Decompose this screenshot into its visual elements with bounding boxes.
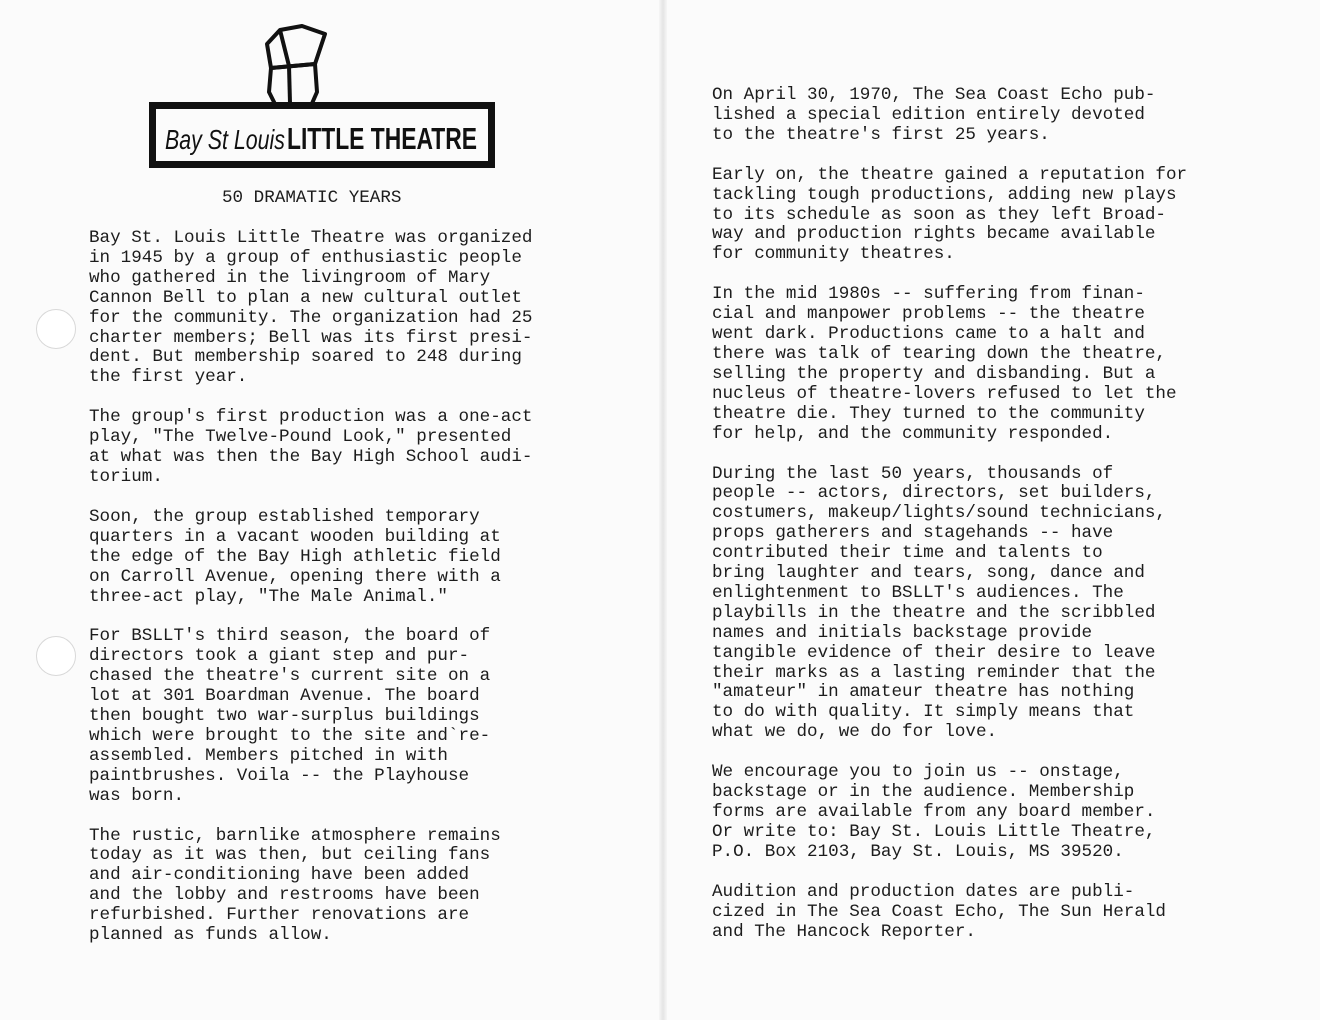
text-line: directors took a giant step and pur- (89, 646, 470, 667)
paragraph-gap (712, 445, 1187, 465)
text-line: tackling tough productions, adding new plays (712, 184, 1177, 205)
text-line: which were brought to the site and`re- (89, 725, 491, 746)
text-line: at what was then the Bay High School audi- (89, 447, 533, 468)
paragraph-gap (712, 863, 1187, 883)
text-line: theatre die. They turned to the community (712, 403, 1145, 424)
text-line: today as it was then, but ceiling fans (89, 845, 491, 866)
text-line: and the lobby and restrooms have been (89, 885, 480, 906)
text-line: the edge of the Bay High athletic field (89, 546, 501, 567)
text-line: tangible evidence of their desire to leave (712, 642, 1156, 663)
text-line: On April 30, 1970, The Sea Coast Echo pub- (712, 85, 1156, 105)
text-line: for the community. The organization had 25 (89, 307, 533, 328)
text-line: people -- actors, directors, set builders, (712, 483, 1156, 504)
text-line: to its schedule as soon as they left Broad- (712, 204, 1166, 225)
paragraph-gap (89, 607, 532, 627)
text-line: cized in The Sea Coast Echo, The Sun Herald (712, 901, 1166, 922)
text-line: backstage or in the audience. Membership (712, 782, 1135, 803)
page-fold (659, 0, 667, 1020)
text-line: In the mid 1980s -- suffering from finan- (712, 284, 1145, 305)
text-line: lished a special edition entirely devoted (712, 104, 1145, 125)
paragraph-gap (712, 146, 1187, 166)
text-line: Cannon Bell to plan a new cultural outlet (89, 287, 522, 308)
text-line: to do with quality. It simply means that (712, 702, 1135, 723)
text-line: Soon, the group established temporary (89, 506, 480, 527)
paragraph-gap (712, 265, 1187, 285)
punch-hole-upper (36, 309, 76, 349)
paragraph (89, 408, 532, 488)
page-heading: 50 DRAMATIC YEARS (222, 188, 402, 208)
text-line: cial and manpower problems -- the theatre (712, 304, 1145, 325)
text-line: and air-conditioning have been added (89, 865, 470, 886)
text-line: dent. But membership soared to 248 during (89, 347, 522, 368)
paragraph-gap (89, 388, 532, 408)
paragraph-gap (89, 488, 532, 508)
text-line: Early on, the theatre gained a reputation for (712, 164, 1188, 185)
text-line: assembled. Members pitched in with (89, 745, 448, 766)
text-line: play, "The Twelve-Pound Look," presented (89, 427, 512, 448)
text-line: Bay St. Louis Little Theatre was organized (89, 228, 533, 248)
paragraph (712, 883, 1187, 943)
text-line: there was talk of tearing down the theatre, (712, 343, 1166, 364)
text-line: "amateur" in amateur theatre has nothing (712, 682, 1135, 703)
text-line: nucleus of theatre-lovers refused to let the (712, 383, 1177, 404)
paragraph (712, 763, 1187, 863)
text-line: in 1945 by a group of enthusiastic people (89, 247, 522, 268)
text-line: three-act play, "The Male Animal." (89, 586, 448, 607)
text-line: for help, and the community responded. (712, 423, 1114, 444)
text-line: who gathered in the livingroom of Mary (89, 267, 491, 288)
text-line: bring laughter and tears, song, dance and (712, 563, 1145, 584)
text-line: forms are available from any board member. (712, 802, 1156, 822)
text-line: to the theatre's first 25 years. (712, 124, 1050, 145)
text-line: planned as funds allow. (89, 925, 332, 946)
paragraph (89, 627, 532, 806)
paragraph (712, 465, 1187, 744)
left-column (89, 229, 532, 946)
punch-hole-lower (36, 636, 76, 676)
text-line: lot at 301 Boardman Avenue. The board (89, 686, 480, 707)
text-line: names and initials backstage provide (712, 622, 1093, 643)
text-line: quarters in a vacant wooden building at (89, 526, 501, 547)
paragraph (712, 285, 1187, 444)
lantern-logo-graphic (147, 22, 497, 172)
paragraph-gap (712, 743, 1187, 763)
text-line: selling the property and disbanding. But a (712, 363, 1156, 384)
text-line: then bought two war-surplus buildings (89, 706, 480, 727)
paragraph (89, 508, 532, 608)
text-line: way and production rights became available (712, 224, 1156, 245)
logo-script-text: Bay St Louis (165, 124, 285, 155)
paragraph (89, 827, 532, 946)
text-line: The group's first production was a one-act (89, 407, 533, 428)
text-line: playbills in the theatre and the scribbled (712, 602, 1156, 623)
text-line: the first year. (89, 367, 248, 388)
paragraph-gap (89, 807, 532, 827)
text-line: chased the theatre's current site on a (89, 666, 491, 687)
logo-block-text: LITTLE THEATRE (287, 121, 477, 156)
text-line: their marks as a lasting reminder that the (712, 662, 1156, 683)
text-line: what we do, we do for love. (712, 722, 998, 743)
text-line: During the last 50 years, thousands of (712, 463, 1114, 484)
right-column (712, 86, 1187, 942)
text-line: paintbrushes. Voila -- the Playhouse (89, 765, 470, 786)
text-line: for community theatres. (712, 244, 955, 265)
paragraph (712, 86, 1187, 146)
text-line: P.O. Box 2103, Bay St. Louis, MS 39520. (712, 841, 1124, 862)
text-line: enlightenment to BSLLT's audiences. The (712, 582, 1124, 603)
text-line: props gatherers and stagehands -- have (712, 523, 1114, 544)
text-line: and The Hancock Reporter. (712, 921, 976, 942)
text-line: on Carroll Avenue, opening there with a (89, 566, 501, 587)
text-line: went dark. Productions came to a halt and (712, 324, 1145, 345)
text-line: For BSLLT's third season, the board of (89, 626, 491, 647)
text-line: was born. (89, 785, 185, 806)
theatre-logo (147, 22, 497, 172)
text-line: torium. (89, 466, 163, 487)
text-line: contributed their time and talents to (712, 543, 1103, 564)
text-line: Audition and production dates are publi- (712, 881, 1135, 902)
text-line: refurbished. Further renovations are (89, 905, 470, 926)
text-line: Or write to: Bay St. Louis Little Theatre, (712, 821, 1156, 842)
text-line: costumers, makeup/lights/sound technicians, (712, 503, 1166, 524)
paragraph (89, 229, 532, 388)
text-line: We encourage you to join us -- onstage, (712, 762, 1124, 783)
paragraph (712, 166, 1187, 266)
text-line: The rustic, barnlike atmosphere remains (89, 825, 501, 846)
text-line: charter members; Bell was its first presi- (89, 327, 533, 348)
